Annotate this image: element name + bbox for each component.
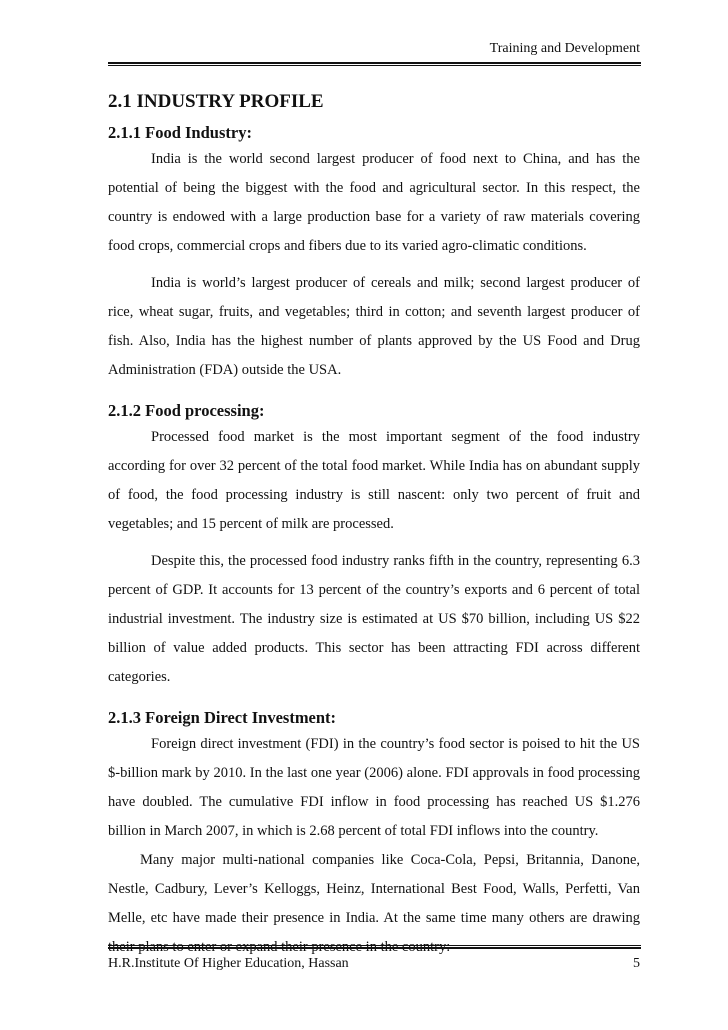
subsection-heading-food-industry: 2.1.1 Food Industry: bbox=[108, 123, 252, 142]
footer-rule bbox=[108, 945, 641, 949]
paragraph-fdi-1: Foreign direct investment (FDI) in the country’s food sector is poised to hit the US $-billion mark by 2010. In the last one year (2006) alone. FDI approvals in food processing have doubled. The cumulative FDI inflow in food processing has reached US $1.276 billion in March 2007, in which is 2.68 percent of total FDI inflows into the country. bbox=[108, 736, 640, 839]
paragraph-food-processing-2: Despite this, the processed food industry ranks fifth in the country, representing 6.3 percent of GDP. It accounts for 13 percent of the country’s exports and 6 percent of total industrial investment. The industry size is estimated at US $70 billion, including US $22 billion of value added products. This sector has been attracting FDI across different categories. bbox=[108, 553, 640, 685]
subsection-heading-fdi: 2.1.3 Foreign Direct Investment: bbox=[108, 708, 337, 727]
paragraph-food-industry-1: India is the world second largest producer of food next to China, and has the potential of being the biggest with the food and agricultural sector. In this respect, the country is endowed with a large production base for a variety of raw materials covering food crops, commercial crops and fibers due to its varied agro-climatic conditions. bbox=[108, 151, 640, 254]
section-title: 2.1 INDUSTRY PROFILE bbox=[108, 91, 324, 112]
page-number: 5 bbox=[633, 956, 640, 971]
page-footer bbox=[108, 955, 640, 973]
paragraph-fdi-2: Many major multi-national companies like Coca-Cola, Pepsi, Britannia, Danone, Nestle, Cadbury, Lever’s Kelloggs, Heinz, International Best Food, Walls, Perfetti, Van Melle, etc have made their presence in India. At the same time many others are drawing their plans to enter or expand their presence in the country: bbox=[108, 852, 640, 955]
header-rule bbox=[108, 62, 641, 66]
paragraph-food-industry-2: India is world’s largest producer of cereals and milk; second largest producer of rice, wheat sugar, fruits, and vegetables; third in cotton; and seventh largest producer of fish. Also, India has the highest number of plants approved by the US Food and Drug Administration (FDA) outside the USA. bbox=[108, 275, 640, 378]
running-header: Training and Development bbox=[489, 41, 640, 56]
subsection-heading-food-processing: 2.1.2 Food processing: bbox=[108, 401, 265, 420]
page-content bbox=[108, 89, 640, 962]
footer-institution: H.R.Institute Of Higher Education, Hassan bbox=[108, 956, 349, 971]
paragraph-food-processing-1: Processed food market is the most important segment of the food industry according for over 32 percent of the total food market. While India has on abundant supply of food, the food processing industry is still nascent: only two percent of fruit and vegetables; and 15 percent of milk are processed. bbox=[108, 429, 640, 532]
